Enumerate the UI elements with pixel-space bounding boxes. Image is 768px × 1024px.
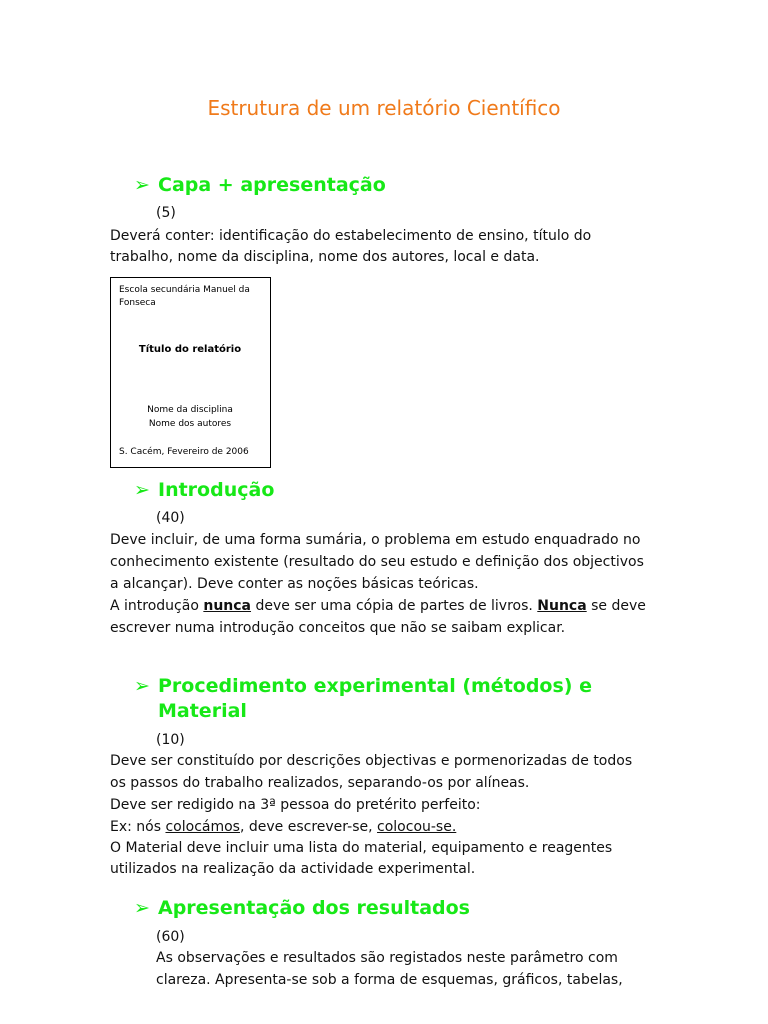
document-title: Estrutura de um relatório Científico (207, 96, 561, 120)
body-line: Ex: nós colocámos, deve escrever-se, colocou-se. (110, 819, 457, 835)
body-line: clareza. Apresenta-se sob a forma de esquemas, gráficos, tabelas, (156, 972, 623, 988)
body-line: O Material deve incluir uma lista do material, equipamento e reagentes (110, 840, 613, 856)
body-line: trabalho, nome da disciplina, nome dos autores, local e data. (110, 249, 540, 265)
emphasis-word: nunca (203, 598, 252, 614)
body-line: A introdução nunca deve ser uma cópia de partes de livros. Nunca se deve (110, 598, 646, 614)
section-score: (60) (156, 929, 185, 945)
body-line: Deve ser constituído por descrições objectivas e pormenorizadas de todos (110, 753, 633, 769)
cover-school: Escola secundária Manuel da Fonseca (119, 285, 250, 308)
section-heading-procedimento: ➢ Procedimento experimental (métodos) e Material (134, 675, 592, 722)
section-heading-capa: ➢ Capa + apresentação (134, 174, 386, 196)
emphasis-word: Nunca (537, 598, 587, 614)
underlined-word: colocámos (165, 819, 240, 835)
body-line: Deve ser redigido na 3ª pessoa do pretérito perfeito: (110, 797, 481, 813)
body-line: os passos do trabalho realizados, separando-os por alíneas. (110, 775, 530, 791)
underlined-word: colocou-se. (377, 819, 457, 835)
cover-authors: Nome dos autores (148, 419, 232, 429)
cover-discipline: Nome da disciplina (147, 405, 233, 415)
body-line: conhecimento existente (resultado do seu estudo e definição dos objectivos (110, 554, 644, 570)
arrow-bullet-icon: ➢ (134, 174, 150, 196)
arrow-bullet-icon: ➢ (134, 479, 150, 501)
section-heading-introducao: ➢ Introdução (134, 479, 275, 501)
cover-place-date: S. Cacém, Fevereiro de 2006 (119, 447, 249, 457)
section-score: (10) (156, 732, 185, 748)
body-line: a alcançar). Deve conter as noções básicas teóricas. (110, 576, 479, 592)
section-score: (5) (156, 205, 176, 221)
cover-title: Título do relatório (138, 344, 242, 355)
section-heading-resultados: ➢ Apresentação dos resultados (134, 897, 470, 919)
body-line: utilizados na realização da actividade experimental. (110, 861, 476, 877)
arrow-bullet-icon: ➢ (134, 675, 150, 697)
section-score: (40) (156, 510, 185, 526)
body-line: escrever numa introdução conceitos que não se saibam explicar. (110, 620, 566, 636)
arrow-bullet-icon: ➢ (134, 897, 150, 919)
body-line: Deve incluir, de uma forma sumária, o problema em estudo enquadrado no (110, 532, 641, 548)
body-line: As observações e resultados são registados neste parâmetro com (156, 950, 618, 966)
cover-example-box (110, 277, 271, 468)
body-line: Deverá conter: identificação do estabelecimento de ensino, título do (110, 228, 592, 244)
